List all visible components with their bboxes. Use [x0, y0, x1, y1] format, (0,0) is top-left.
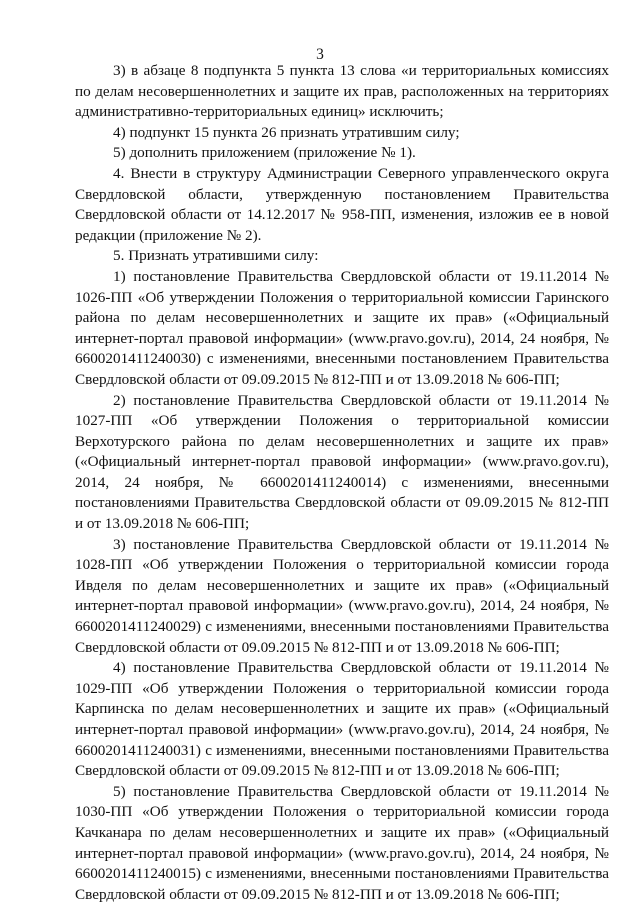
paragraph-item-5: 5. Признать утратившими силу:	[113, 247, 319, 265]
paragraph-amendment-4: 4) подпункт 15 пункта 26 признать утратившим силу;	[113, 123, 460, 141]
paragraph-amendment-5: 5) дополнить приложением (приложение № 1).	[113, 144, 416, 162]
paragraph-item-4: 4. Внести в структуру Администрации Северного управленческого округа Свердловской области, утвержденную постановлением Правительства Свердловской области от 14.12.2017 № 958-ПП, изменения, изложив ее в новой редакции (приложение № 2).	[75, 164, 609, 244]
paragraph-amendment-3: 3) в абзаце 8 подпункта 5 пункта 13 слова «и территориальных комиссиях по делам несовершеннолетних и защите их прав, расположенных на территориях административно-территориальных единиц» исключить;	[75, 62, 609, 121]
page-number: 3	[316, 46, 324, 63]
paragraph-repeal-1: 1) постановление Правительства Свердловской области от 19.11.2014 № 1026-ПП «Об утверждении Положения о территориальной комиссии Гаринского района по делам несовершеннолетних и защите их прав» («Официальный интернет-портал правовой информации» (www.pravo.gov.ru), 2014, 24 ноября, № 6600201411240030) с изменениями, внесенными постановлением Правительства Свердловской области от 09.09.2015 № 812-ПП и от 13.09.2018 № 606-ПП;	[75, 267, 609, 388]
document-body	[75, 61, 609, 905]
paragraph-repeal-3: 3) постановление Правительства Свердловской области от 19.11.2014 № 1028-ПП «Об утверждении Положения о территориальной комиссии города Ивделя по делам несовершеннолетних и защите их прав» («Официальный интернет-портал правовой информации» (www.pravo.gov.ru), 2014, 24 ноября, № 6600201411240029) с изменениями, внесенными постановлениями Правительства Свердловской области от 09.09.2015 № 812-ПП и от 13.09.2018 № 606-ПП;	[75, 535, 609, 656]
paragraph-repeal-5: 5) постановление Правительства Свердловской области от 19.11.2014 № 1030-ПП «Об утверждении Положения о территориальной комиссии города Качканара по делам несовершеннолетних и защите их прав» («Официальный интернет-портал правовой информации» (www.pravo.gov.ru), 2014, 24 ноября, № 6600201411240015) с изменениями, внесенными постановлениями Правительства Свердловской области от 09.09.2015 № 812-ПП и от 13.09.2018 № 606-ПП;	[75, 782, 609, 903]
paragraph-repeal-4: 4) постановление Правительства Свердловской области от 19.11.2014 № 1029-ПП «Об утверждении Положения о территориальной комиссии города Карпинска по делам несовершеннолетних и защите их прав» («Официальный интернет-портал правовой информации» (www.pravo.gov.ru), 2014, 24 ноября, № 6600201411240031) с изменениями, внесенными постановлениями Правительства Свердловской области от 09.09.2015 № 812-ПП и от 13.09.2018 № 606-ПП;	[75, 659, 609, 780]
paragraph-repeal-2: 2) постановление Правительства Свердловской области от 19.11.2014 № 1027-ПП «Об утверждении Положения о территориальной комиссии Верхотурского района по делам несовершеннолетних и защите их прав» («Официальный интернет-портал правовой информации» (www.pravo.gov.ru), 2014, 24 ноября, № 6600201411240014) с изменениями, внесенными постановлениями Правительства Свердловской области от 09.09.2015 № 812-ПП и от 13.09.2018 № 606-ПП;	[75, 391, 609, 533]
